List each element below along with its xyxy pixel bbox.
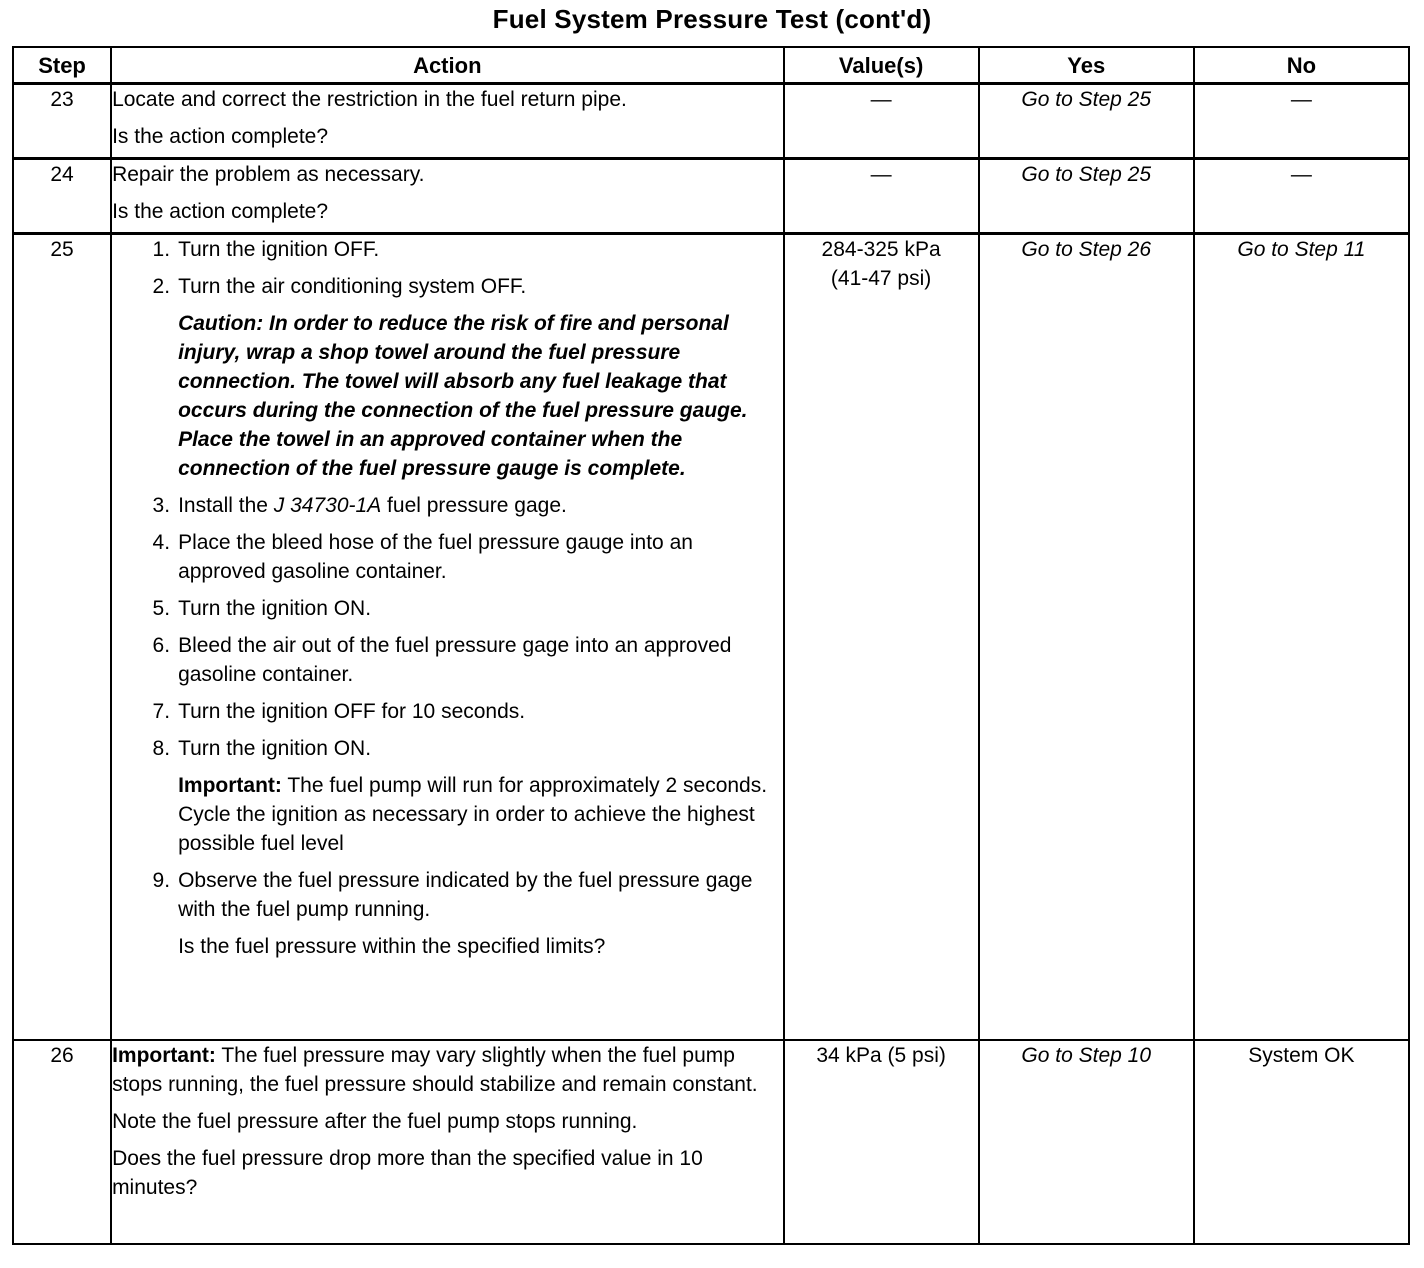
action-text: Locate and correct the restriction in the fuel return pipe.: [112, 88, 627, 111]
action-question: Is the fuel pressure within the specified limits?: [178, 935, 606, 958]
procedure-list: [112, 866, 782, 924]
caution-note: Caution: In order to reduce the risk of fire and personal injury, wrap a shop towel around the fuel pressure connection. The towel will absorb any fuel leakage that occurs during the connection of the fuel pressure gauge. Place the towel in an approved container when the connection of the fuel pressure gauge is complete.: [178, 312, 748, 480]
value-kpa: 284-325 kPa: [821, 238, 941, 261]
value-psi: (41-47 psi): [830, 267, 932, 290]
yes-cell: Go to Step 10: [979, 1040, 1194, 1244]
action-cell: [111, 234, 783, 1041]
procedure-list: [112, 235, 782, 301]
table-row-step-23: [13, 84, 1409, 159]
no-cell: —: [1194, 84, 1409, 159]
step-number: 24: [13, 159, 111, 234]
value-cell: [784, 234, 979, 1041]
header-yes: Yes: [979, 47, 1194, 84]
table-row-step-24: [13, 159, 1409, 234]
list-item: 4. Place the bleed hose of the fuel pressure gauge into an approved gasoline container.: [152, 531, 693, 583]
page-title: Fuel System Pressure Test (cont'd): [492, 4, 932, 34]
action-cell: [111, 1040, 783, 1244]
important-note: Important: The fuel pump will run for approximately 2 seconds. Cycle the ignition as necessary in order to achieve the highest possible fuel level: [178, 774, 768, 855]
action-question: Does the fuel pressure drop more than the specified value in 10 minutes?: [112, 1147, 703, 1199]
table-row-step-26: [13, 1040, 1409, 1244]
list-item: 2. Turn the air conditioning system OFF.: [152, 275, 527, 298]
step-number: 23: [13, 84, 111, 159]
action-text: Note the fuel pressure after the fuel pump stops running.: [112, 1110, 638, 1133]
list-item: 7. Turn the ignition OFF for 10 seconds.: [152, 700, 526, 723]
action-question: Is the action complete?: [112, 200, 329, 223]
yes-cell: Go to Step 25: [979, 159, 1194, 234]
procedure-list: [112, 491, 782, 763]
header-step: Step: [13, 47, 111, 84]
no-cell: System OK: [1194, 1040, 1409, 1244]
important-note: Important: The fuel pressure may vary slightly when the fuel pump stops running, the fuel pressure should stabilize and remain constant.: [112, 1044, 758, 1096]
list-item: 5. Turn the ignition ON.: [152, 597, 372, 620]
no-cell: —: [1194, 159, 1409, 234]
tool-number: J 34730-1A: [273, 494, 382, 517]
list-item: 8. Turn the ignition ON.: [152, 737, 372, 760]
action-cell: [111, 84, 783, 159]
list-item: 3. Install the J 34730-1A fuel pressure gage.: [152, 494, 567, 517]
action-question: Is the action complete?: [112, 125, 329, 148]
step-number: 26: [13, 1040, 111, 1244]
action-text: Repair the problem as necessary.: [112, 163, 425, 186]
header-action: Action: [111, 47, 783, 84]
list-item: 6. Bleed the air out of the fuel pressure gage into an approved gasoline container.: [152, 634, 732, 686]
value-cell: 34 kPa (5 psi): [784, 1040, 979, 1244]
step-number: 25: [13, 234, 111, 1041]
yes-cell: Go to Step 26: [979, 234, 1194, 1041]
yes-cell: Go to Step 25: [979, 84, 1194, 159]
header-no: No: [1194, 47, 1409, 84]
list-item: 9. Observe the fuel pressure indicated by the fuel pressure gage with the fuel pump running.: [152, 869, 753, 921]
value-cell: —: [784, 159, 979, 234]
diagnostic-table: [12, 46, 1410, 1245]
value-cell: —: [784, 84, 979, 159]
header-value: Value(s): [784, 47, 979, 84]
table-row-step-25: [13, 234, 1409, 1041]
table-header-row: [13, 47, 1409, 84]
action-cell: [111, 159, 783, 234]
list-item: 1. Turn the ignition OFF.: [152, 238, 380, 261]
no-cell: Go to Step 11: [1194, 234, 1409, 1041]
